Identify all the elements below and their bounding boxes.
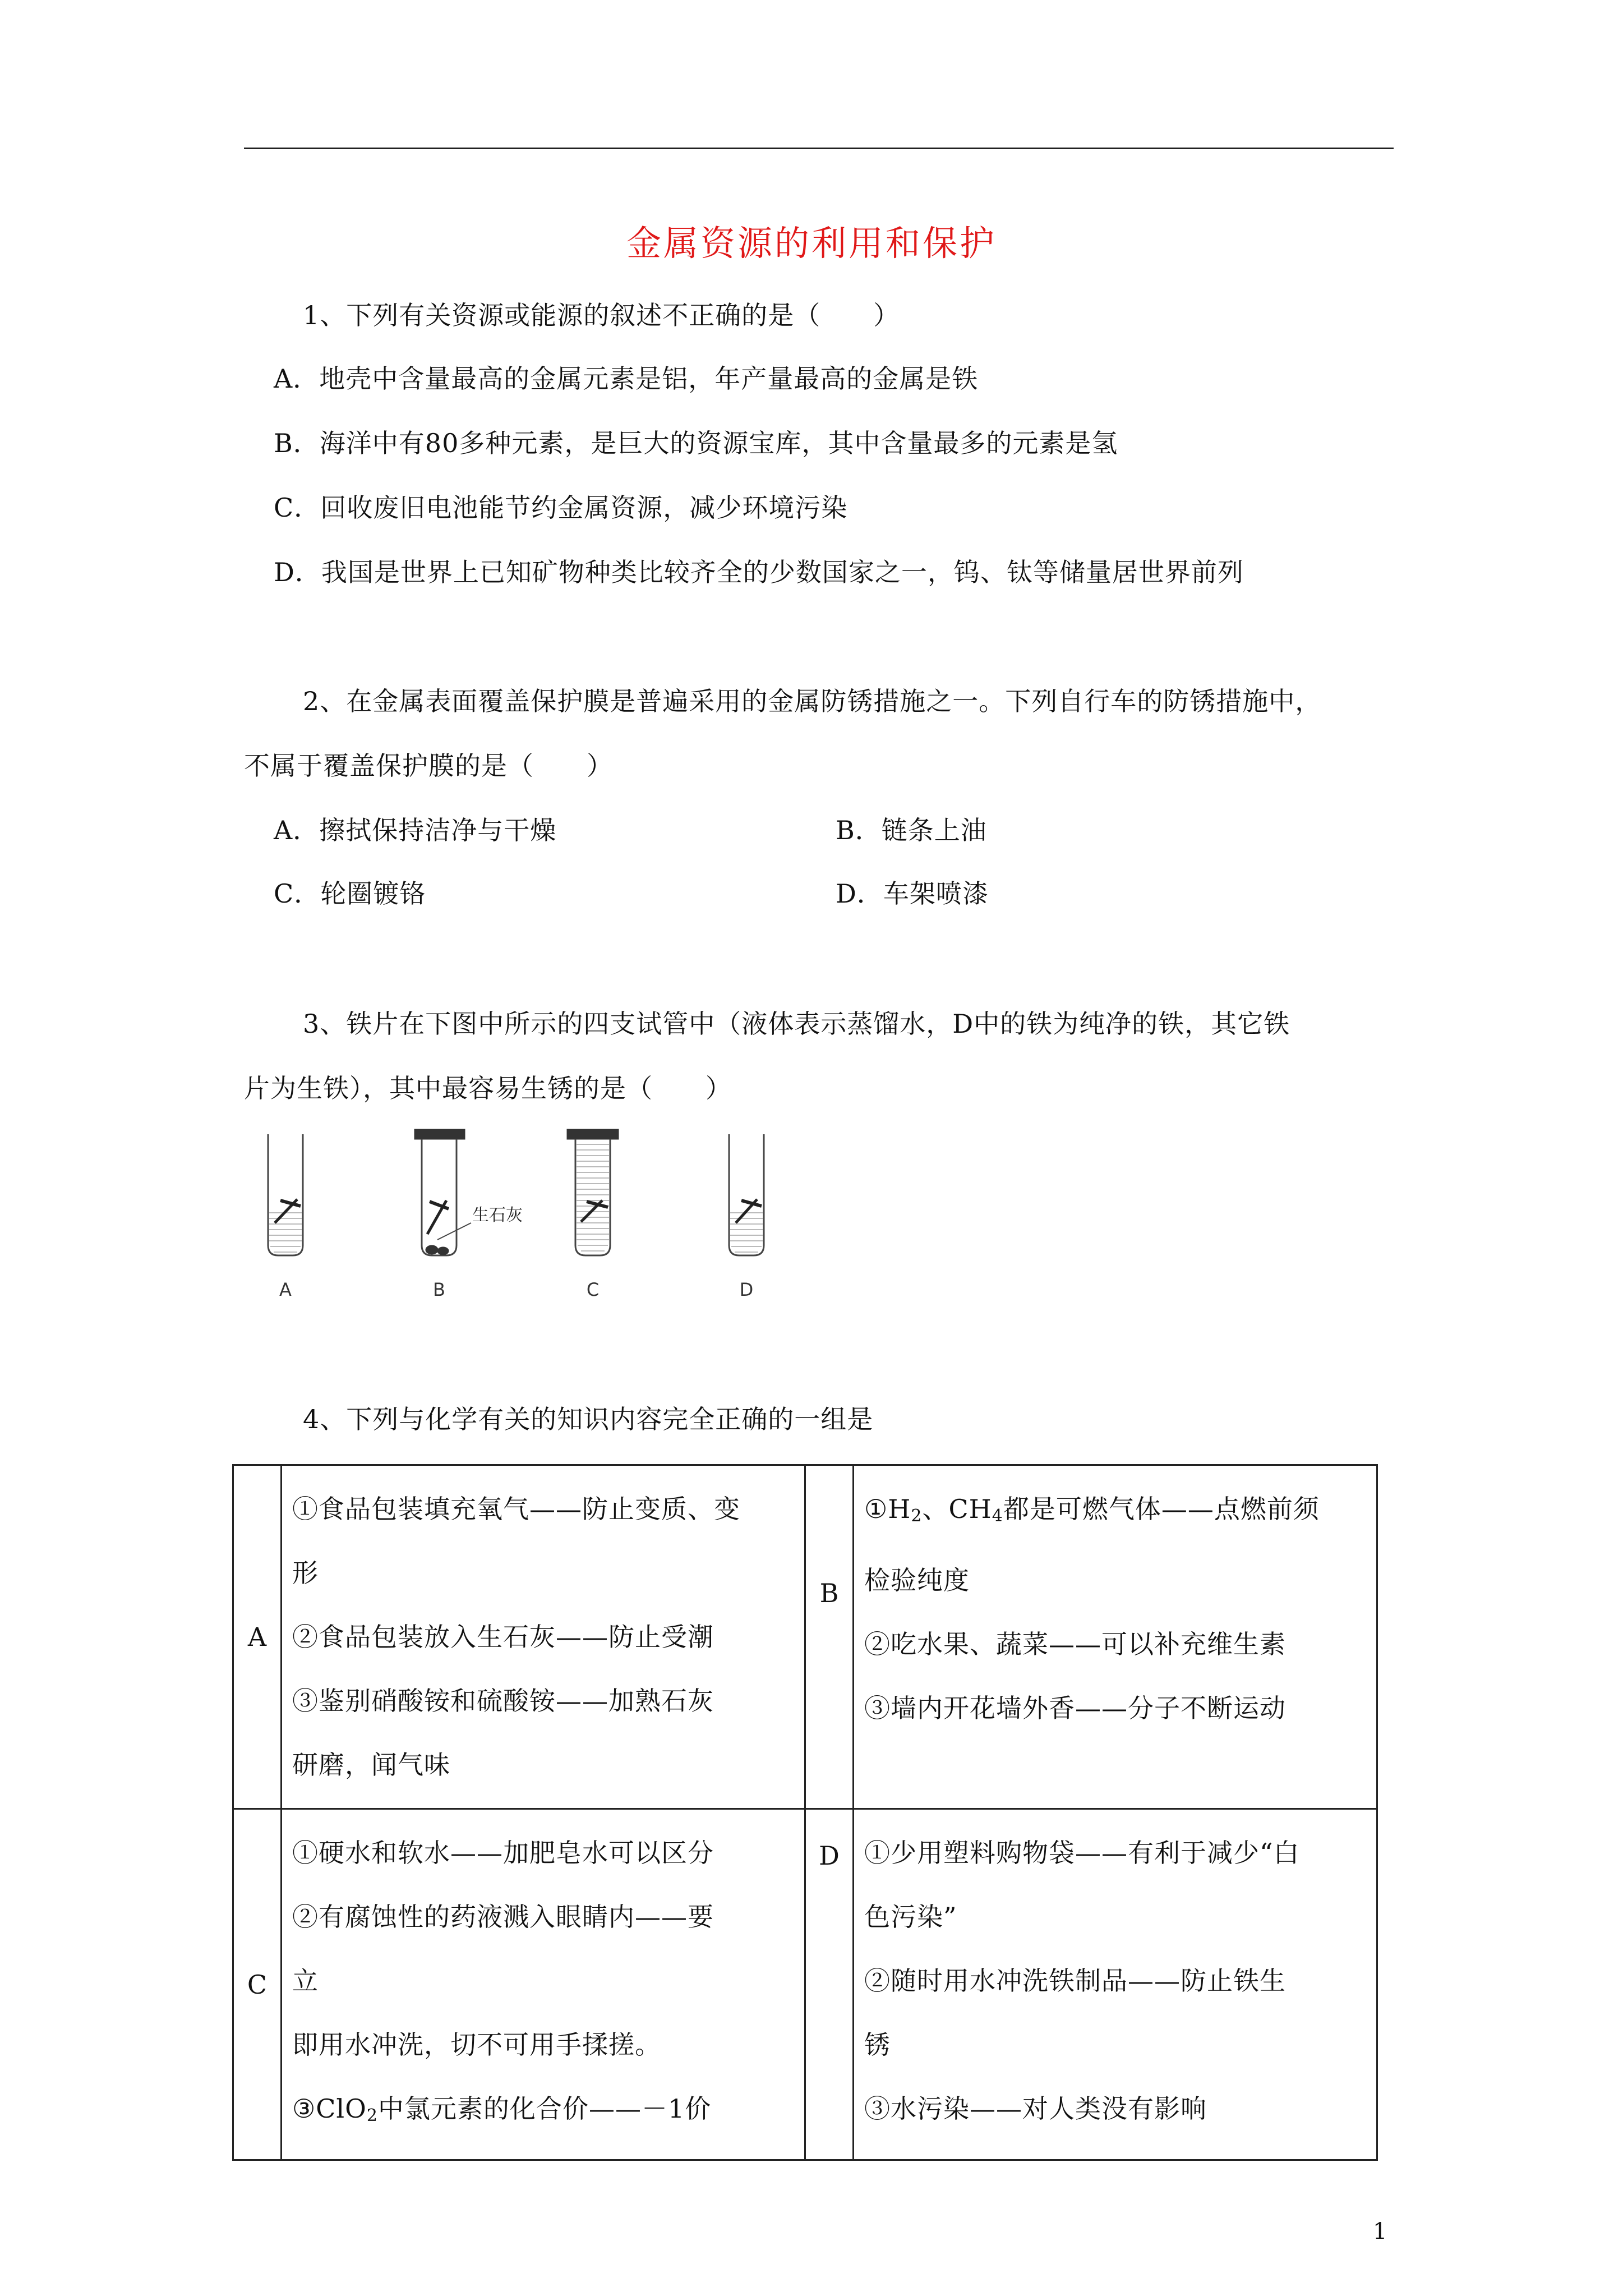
- q1-option-a: A．地壳中含量最高的金属元素是铝，年产量最高的金属是铁: [274, 364, 979, 394]
- option-d-line: 色污染”: [864, 1902, 957, 1932]
- label-d: D: [739, 1279, 754, 1300]
- q4-stem: 4、下列与化学有关的知识内容完全正确的一组是: [303, 1404, 874, 1434]
- q2-option-b: B．链条上油: [836, 815, 987, 845]
- option-b-line: 检验纯度: [864, 1565, 970, 1595]
- option-b-label: B: [805, 1465, 854, 1809]
- option-a-line: ②食品包装放入生石灰——防止受潮: [292, 1622, 714, 1652]
- test-tube-b: [415, 1130, 471, 1255]
- q2-option-a: A．擦拭保持洁净与干燥: [274, 815, 557, 845]
- option-a-line: 研磨，闻气味: [292, 1750, 450, 1780]
- test-tube-c: [568, 1130, 618, 1255]
- q1-option-d: D．我国是世界上已知矿物种类比较齐全的少数国家之一，钨、钛等储量居世界前列: [274, 557, 1244, 587]
- quicklime-label: 生石灰: [472, 1205, 523, 1225]
- header-rule: [244, 148, 1394, 149]
- label-a: A: [279, 1279, 292, 1300]
- knowledge-table: [232, 1464, 1378, 2161]
- option-d-line: ②随时用水冲洗铁制品——防止铁生: [864, 1966, 1286, 1996]
- option-b-line: $①H_2$、$CH_4$都是可燃气体——点燃前须: [864, 1494, 1320, 1526]
- page-title: 金属资源的利用和保护: [626, 223, 997, 264]
- option-a-label: A: [233, 1465, 282, 1809]
- q3-stem-line2: 片为生铁），其中最容易生锈的是（ ）: [244, 1073, 732, 1103]
- q2-stem-line2: 不属于覆盖保护膜的是（ ）: [244, 751, 613, 781]
- option-a-line: ①食品包装填充氧气——防止变质、变: [292, 1494, 740, 1524]
- q2-option-d: D．车架喷漆: [836, 878, 989, 909]
- q1-stem: 1、下列有关资源或能源的叙述不正确的是（ ）: [303, 300, 900, 330]
- option-a-line: ③鉴别硝酸铵和硫酸铵——加熟石灰: [292, 1686, 714, 1716]
- option-b-line: ③墙内开花墙外香——分子不断运动: [864, 1693, 1286, 1723]
- q1-option-b: B．海洋中有80多种元素，是巨大的资源宝库，其中含量最多的元素是氢: [274, 428, 1118, 458]
- option-d-line: 锈: [864, 2030, 891, 2060]
- option-a-line: 形: [292, 1558, 319, 1588]
- table-row: [233, 1465, 1377, 1809]
- label-b: B: [433, 1279, 445, 1300]
- q2-stem-line1: 2、在金属表面覆盖保护膜是普遍采用的金属防锈措施之一。下列自行车的防锈措施中，: [303, 686, 1322, 716]
- table-row: [233, 1809, 1377, 2160]
- test-tube-a: [268, 1134, 303, 1255]
- option-c-line: 立: [292, 1966, 319, 1996]
- option-c-line: ③ClO$_2$中氯元素的化合价——－1价: [292, 2093, 712, 2125]
- test-tube-d: [729, 1134, 764, 1255]
- label-c: C: [586, 1279, 600, 1300]
- option-d-content: [854, 1809, 1377, 2160]
- option-c-line: ①硬水和软水——加肥皂水可以区分: [292, 1838, 714, 1868]
- q3-stem-line1: 3、铁片在下图中所示的四支试管中（液体表示蒸馏水，D中的铁为纯净的铁，其它铁: [303, 1009, 1290, 1039]
- option-d-line: ③水污染——对人类没有影响: [864, 2093, 1207, 2124]
- test-tube-figure: [247, 1128, 796, 1318]
- option-d-label: D: [805, 1809, 854, 2160]
- q1-option-c: C．回收废旧电池能节约金属资源，减少环境污染: [274, 493, 848, 523]
- option-c-line: 即用水冲洗，切不可用手揉搓。: [292, 2030, 661, 2060]
- option-d-line: ①少用塑料购物袋——有利于减少“白: [864, 1838, 1300, 1868]
- page-number: 1: [1373, 2219, 1387, 2244]
- option-b-line: ②吃水果、蔬菜——可以补充维生素: [864, 1629, 1286, 1659]
- q2-option-c: C．轮圈镀铬: [274, 878, 426, 909]
- option-c-label: C: [233, 1809, 282, 2160]
- option-b-content: [854, 1465, 1377, 1809]
- option-c-line: ②有腐蚀性的药液溅入眼睛内——要: [292, 1902, 714, 1932]
- option-a-content: [282, 1465, 805, 1809]
- option-c-content: [282, 1809, 805, 2160]
